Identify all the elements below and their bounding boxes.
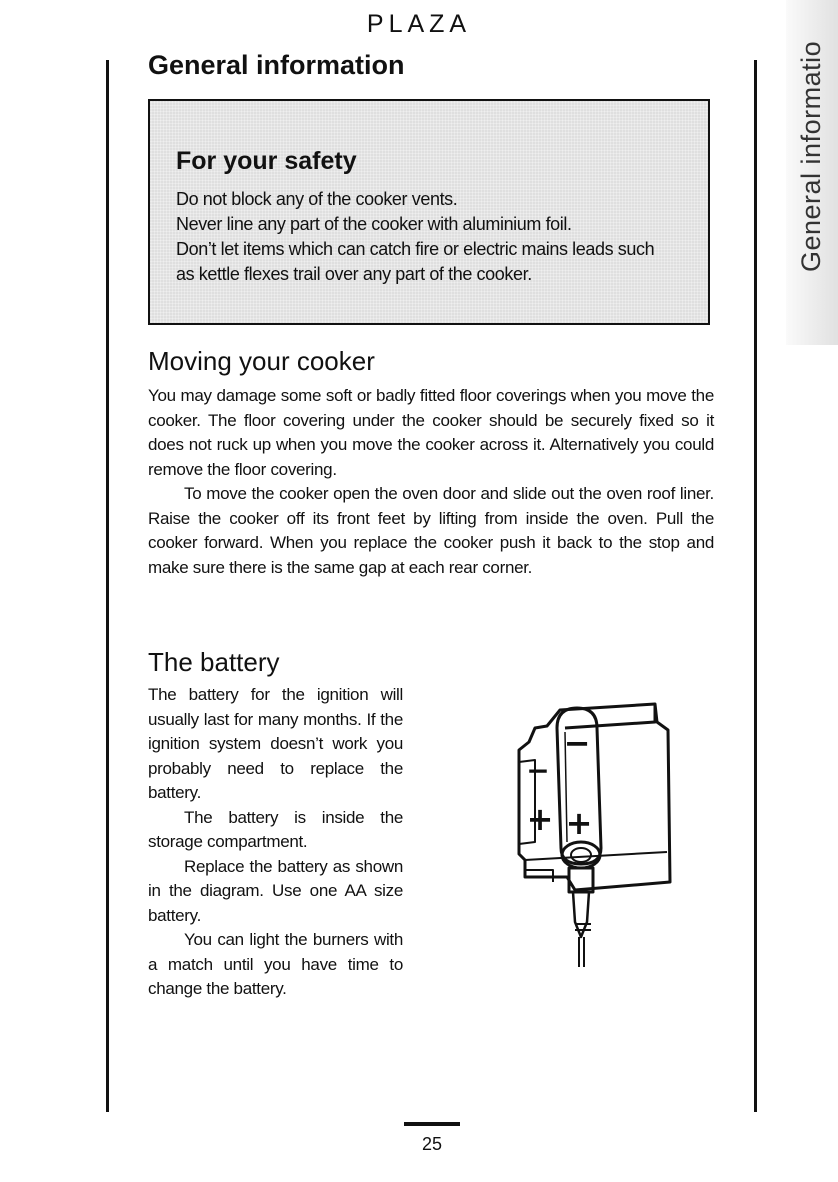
- side-section-tab: [786, 0, 838, 345]
- battery-paragraph: You can light the burners with a match until you have time to change the battery.: [148, 930, 403, 998]
- battery-diagram: [505, 692, 690, 972]
- terminal-ring-inner: [571, 848, 591, 862]
- safety-line: as kettle flexes trail over any part of the cooker.: [176, 264, 532, 284]
- brand-header: PLAZA: [366, 10, 472, 38]
- page-number: 25: [421, 1134, 443, 1154]
- lead-wire: [579, 937, 584, 967]
- plus-sign: +: [526, 800, 554, 838]
- safety-line: Do not block any of the cooker vents.: [176, 189, 458, 209]
- safety-line: Don’t let items which can catch fire or electric mains leads such: [176, 239, 655, 259]
- moving-body: [148, 384, 714, 580]
- battery-body: [148, 683, 403, 1002]
- safety-title: For your safety: [176, 147, 357, 175]
- plus-sign: +: [565, 804, 593, 842]
- right-margin-rule: [754, 60, 757, 1112]
- battery-heading: The battery: [148, 647, 280, 677]
- safety-line: Never line any part of the cooker with aluminium foil.: [176, 214, 572, 234]
- safety-lines: [176, 187, 696, 287]
- page-title: General information: [148, 50, 405, 80]
- moving-paragraph: You may damage some soft or badly fitted floor coverings when you move the cooker. The floor covering under the cooker should be securely fixed so it does not ruck up when you move the cooker across it. Alternatively you could remove the floor covering.: [148, 386, 714, 479]
- moving-paragraph: To move the cooker open the oven door and slide out the oven roof liner. Raise the cooker off its front feet by lifting from inside the oven. Pull the cooker forward. When you replace the cooker push it back to the stop and make sure there is the same gap at each rear corner.: [148, 484, 714, 577]
- battery-paragraph: Replace the battery as shown in the diagram. Use one AA size battery.: [148, 856, 403, 925]
- safety-notice-box: [148, 99, 710, 325]
- minus-sign: −: [526, 754, 550, 787]
- minus-sign: −: [563, 724, 591, 762]
- left-margin-rule: [106, 60, 109, 1112]
- side-tab-label: General informatio: [796, 40, 826, 272]
- battery-paragraph: The battery is inside the storage compartment.: [148, 807, 403, 851]
- page-number-rule: [404, 1122, 460, 1126]
- battery-paragraph: The battery for the ignition will usually last for many months. If the ignition system doesn’t work you probably need to replace the battery.: [148, 685, 403, 802]
- moving-heading: Moving your cooker: [148, 346, 375, 376]
